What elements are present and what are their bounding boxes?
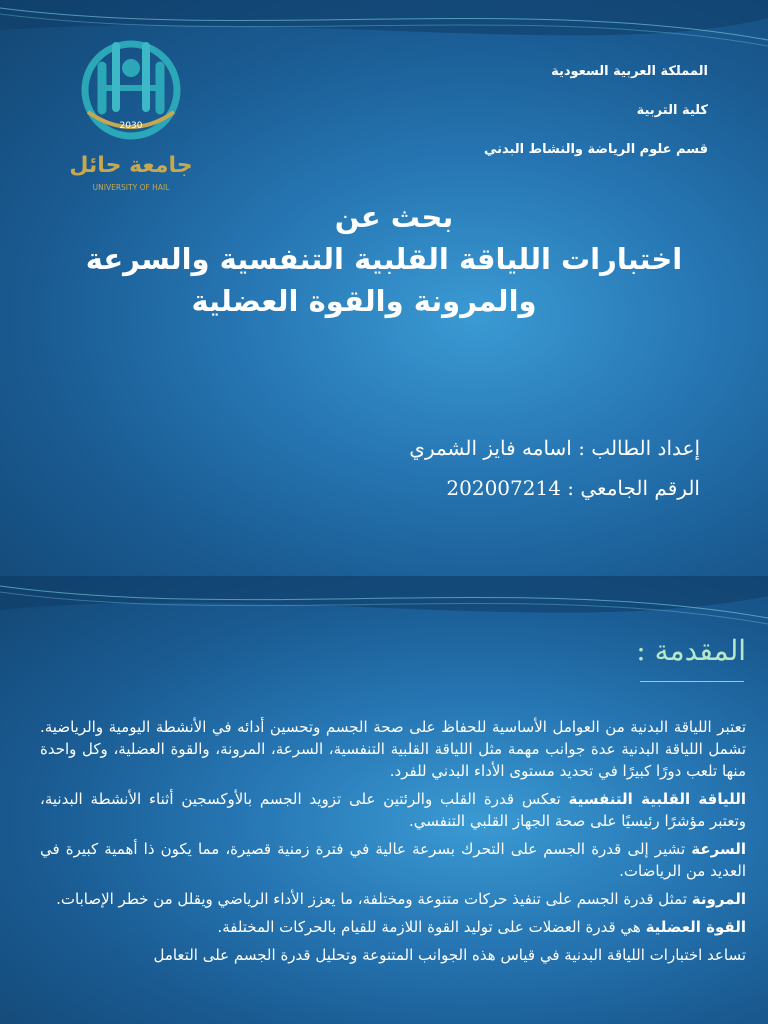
research-title xyxy=(40,196,728,322)
heading-underline xyxy=(640,681,744,682)
term-label: اللياقة القلبية التنفسية xyxy=(568,790,746,808)
department-name: قسم علوم الرياضة والنشاط البدني xyxy=(483,142,708,157)
svg-text:2030: 2030 xyxy=(119,121,143,131)
paragraph: اللياقة القلبية التنفسية تعكس قدرة القلب والرئتين على تزويد الجسم بالأوكسجين أثناء الأنشطة البدنية، وتعتبر مؤشرًا رئيسيًا على صحة الجهاز القلبي التنفسي. xyxy=(40,790,746,830)
term-label: القوة العضلية xyxy=(645,918,746,936)
college-name: كلية التربية xyxy=(636,103,708,118)
student-id: الرقم الجامعي : 202007214 xyxy=(446,476,700,500)
paragraph: السرعة تشير إلى قدرة الجسم على التحرك بسرعة عالية في فترة زمنية قصيرة، مما يكون ذا أهمية كبيرة في العديد من الرياضات. xyxy=(40,840,746,880)
svg-text:UNIVERSITY OF HAIL: UNIVERSITY OF HAIL xyxy=(92,183,170,192)
paragraph: تعتبر اللياقة البدنية من العوامل الأساسية للحفاظ على صحة الجسم وتحسين أدائه في الأنشطة اليومية والرياضية. تشمل اللياقة البدنية عدة جوانب مهمة مثل اللياقة القلبية التنفسية، السرعة، المرونة، والقوة العضلية، وكل واحدة منها تلعب دورًا كبيرًا في تحديد مستوى الأداء البدني للفرد. xyxy=(40,718,746,780)
term-label: المرونة xyxy=(691,890,746,908)
term-label: السرعة xyxy=(691,840,746,858)
title-line-1: بحث عن xyxy=(334,200,454,234)
paragraph: القوة العضلية هي قدرة العضلات على توليد القوة اللازمة للقيام بالحركات المختلفة. xyxy=(217,918,746,936)
title-line-3: والمرونة والقوة العضلية xyxy=(191,284,537,318)
author-info xyxy=(300,428,700,508)
country-name: المملكة العربية السعودية xyxy=(551,64,708,79)
institution-header xyxy=(388,62,708,179)
section-heading: المقدمة : xyxy=(636,634,746,667)
student-name: إعداد الطالب : اسامه فايز الشمري xyxy=(409,436,700,460)
paragraph: تساعد اختبارات اللياقة البدنية في قياس هذه الجوانب المتنوعة وتحليل قدرة الجسم على التعامل xyxy=(153,946,746,964)
introduction-body xyxy=(40,716,746,972)
university-logo xyxy=(68,38,194,202)
title-line-2: اختبارات اللياقة القلبية التنفسية والسرعة xyxy=(85,242,683,276)
paragraph: المرونة تمثل قدرة الجسم على تنفيذ حركات متنوعة ومختلفة، ما يعزز الأداء الرياضي ويقلل من خطر الإصابات. xyxy=(56,890,746,908)
svg-text:جامعة حائل: جامعة حائل xyxy=(69,153,193,178)
